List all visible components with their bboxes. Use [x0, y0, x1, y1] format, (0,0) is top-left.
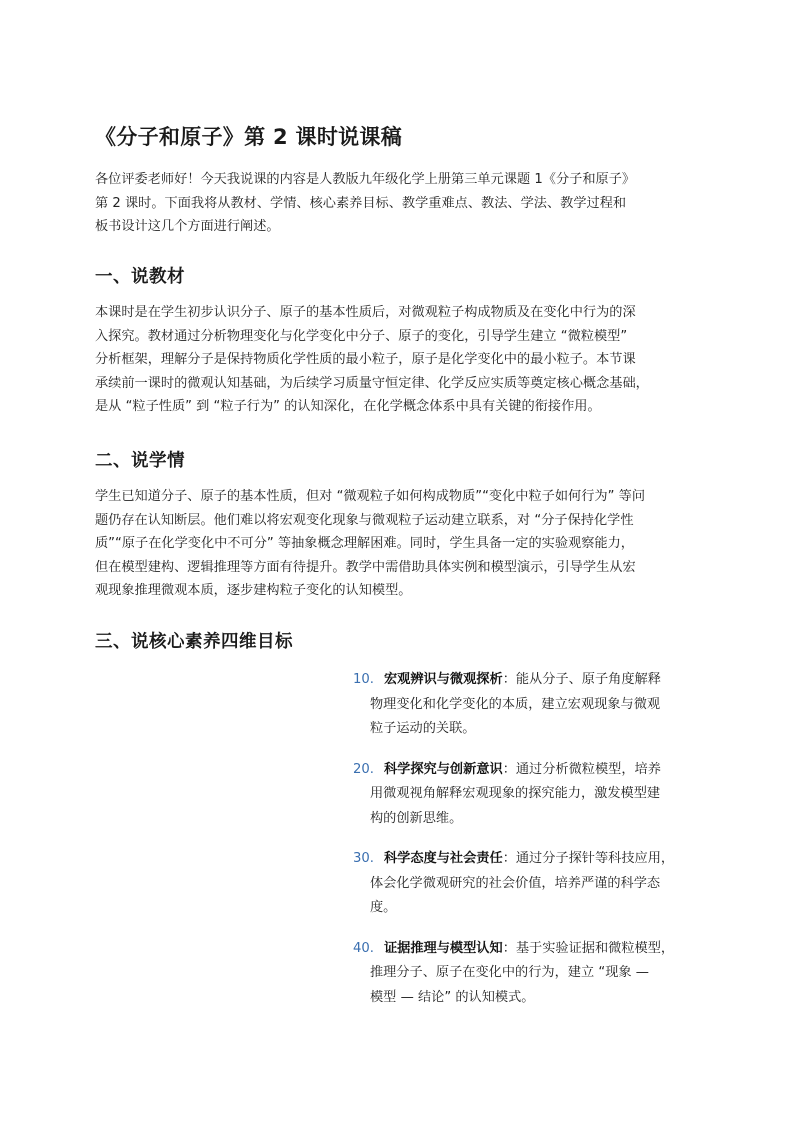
- paragraph-line: 观现象推理微观本质，逐步建构粒子变化的认知模型。: [95, 583, 412, 598]
- list-number: 40.: [353, 940, 374, 956]
- goals-list: [353, 668, 713, 1026]
- goal-text: ：基于实验证据和微粒模型，: [502, 940, 675, 956]
- goal-text: ：通过分析微粒模型，培养: [502, 761, 661, 777]
- list-item: [353, 758, 713, 832]
- list-item: [353, 668, 713, 742]
- paragraph-line: 是从 “粒子性质” 到 “粒子行为” 的认知深化，在化学概念体系中具有关键的衔接作用。: [95, 399, 601, 414]
- goal-line: 用微观视角解释宏观现象的探究能力，激发模型建: [370, 786, 661, 801]
- goal-name: 证据推理与模型认知: [384, 940, 503, 956]
- paragraph-line: 各位评委老师好！今天我说课的内容是人教版九年级化学上册第三单元课题 1《分子和原子》: [95, 172, 636, 187]
- paragraph-line: 分析框架，理解分子是保持物质化学性质的最小粒子，原子是化学变化中的最小粒子。本节课: [95, 352, 636, 367]
- goal-first-line: [370, 847, 713, 872]
- paragraph-line: 板书设计这几个方面进行阐述。: [95, 219, 280, 234]
- goal-first-line: [370, 937, 713, 962]
- paragraph-line: 承续前一课时的微观认知基础，为后续学习质量守恒定律、化学反应实质等奠定核心概念基础，: [95, 375, 649, 391]
- paragraph-line: 学生已知道分子、原子的基本性质，但对 “微观粒子如何构成物质”“变化中粒子如何行为” 等问: [95, 489, 646, 504]
- paragraph-line: 题仍存在认知断层。他们难以将宏观变化现象与微观粒子运动建立联系，对 “分子保持化学性: [95, 512, 634, 528]
- intro-paragraph: [95, 168, 703, 239]
- section-heading-textbook: 一、说教材: [95, 267, 185, 287]
- list-number: 30.: [353, 851, 374, 866]
- page-title: 《分子和原子》第 2 课时说课稿: [95, 125, 403, 149]
- goal-line: 构的创新思维。: [370, 810, 463, 826]
- goal-line: 推理分子、原子在变化中的行为，建立 “现象 —: [370, 965, 649, 980]
- goal-line: 粒子运动的关联。: [370, 721, 476, 736]
- paragraph-line: 但在模型建构、逻辑推理等方面有待提升。教学中需借助具体实例和模型演示，引导学生从宏: [95, 559, 636, 575]
- list-number: 10.: [353, 672, 374, 687]
- goal-line: 物理变化和化学变化的本质，建立宏观现象与微观: [370, 696, 661, 712]
- goal-name: 科学态度与社会责任: [384, 851, 503, 866]
- textbook-paragraph: [95, 301, 703, 419]
- paragraph-line: 入探究。教材通过分析物理变化与化学变化中分子、原子的变化，引导学生建立 “微粒模型”: [95, 328, 628, 344]
- goal-line: 度。: [370, 900, 397, 915]
- goal-text: ：能从分子、原子角度解释: [502, 672, 661, 687]
- goal-first-line: [370, 668, 713, 693]
- goal-line: 模型 — 结论” 的认知模式。: [370, 989, 535, 1005]
- paragraph-line: 本课时是在学生初步认识分子、原子的基本性质后，对微观粒子构成物质及在变化中行为的深: [95, 305, 636, 320]
- paragraph-line: 质”“原子在化学变化中不可分” 等抽象概念理解困难。同时，学生具备一定的实验观察能力，: [95, 536, 634, 551]
- goal-first-line: [370, 758, 713, 783]
- list-item: [353, 847, 713, 921]
- list-number: 20.: [353, 761, 374, 777]
- section-heading-students: 二、说学情: [95, 451, 185, 471]
- list-item: [353, 937, 713, 1011]
- goal-text: ：通过分子探针等科技应用，: [502, 851, 675, 866]
- goal-name: 科学探究与创新意识: [384, 761, 503, 777]
- paragraph-line: 第 2 课时。下面我将从教材、学情、核心素养目标、教学重难点、教法、学法、教学过程和: [95, 195, 627, 211]
- students-paragraph: [95, 485, 703, 603]
- goal-line: 体会化学微观研究的社会价值，培养严谨的科学态: [370, 875, 661, 891]
- goal-name: 宏观辨识与微观探析: [384, 672, 503, 687]
- section-heading-goals: 三、说核心素养四维目标: [95, 632, 293, 652]
